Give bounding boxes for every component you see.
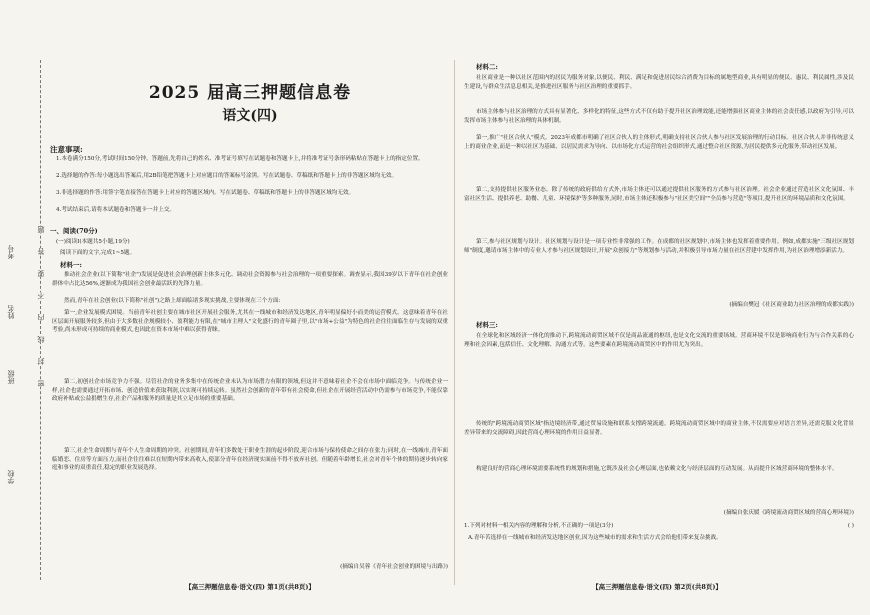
notice-heading: 注意事项: <box>50 145 83 154</box>
page-footer: 【高三押题信息卷·语文(四) 第2页(共8页)】 <box>592 583 722 591</box>
source-citation: (摘编自张庆媛《跨境流动商贸区域的营商心理环境》) <box>723 510 854 516</box>
page-footer: 【高三押题信息卷·语文(四) 第1页(共8页)】 <box>185 583 315 591</box>
paragraph: 社区商业是一种以社区范围内的居民为服务对象,以便民、利民、满足和促进居民综合消费为目标的属地型商业,具有明显的便民、惠民、利民属性,涉及民生建设,与群众生活息息相关,是推进社区服务与社区治理的重要抓手。 <box>464 75 854 90</box>
paragraph: 第一,企业发展模式困境。当前青年社创主要在城市社区开展社会服务,尤其在一线城市和经济发达地区,青年明显偏好小而美的运营模式。这意味着青年在社区层面开展服务较多,但由于大多数社企规模较小、盈利能力有限,在"城市主理人"文化盛行的青年圈子里,以"市场+公益"为特色的社企往往面临生存与发展的双重考验,尚未形成可持续的商业模式,也因此在资本市场中难以获得青睐。 <box>52 310 448 333</box>
page-2 <box>458 0 856 615</box>
paragraph: 构建良好的营商心理环境需要系统性的规划和措施,它既涉及社会心理层面,也依赖文化与经济层面的互动发展。从而提升区域营商环境的整体水平。 <box>476 466 838 472</box>
notice-item: 4.考试结束后,请将本试题卷和答题卡一并上交。 <box>56 207 175 213</box>
paragraph: 传统的"跨境流动商贸区域"指边境经济带,通过贸易设施和联系支撑跨境流通。跨境流动商贸区域中的商业主体,不仅需要应对语言差异,还需克服文化背景差异带来的交流障碍,因此营商心理环境的作用日益显著。 <box>464 421 854 436</box>
material-label: 材料三: <box>476 321 498 329</box>
paragraph: 第三,社企生命周期与青年个人生命周期的冲突。社创期间,青年们多数处于职业生涯的起步阶段,迎合市场与保持使命之间存在张力;同时,在一线城市,青年面临婚恋、住房等方面压力,而社企往往难以在短期内带来高收入,使部分青年在经济现实面前不得不放弃社创。但随着年龄增长,社会对青年个体的期待逐步转向家庭和事业的双重责任,稳定的职业发展选择。 <box>52 448 448 471</box>
notice-item: 2.选择题的作答:每小题选出答案后,用2B铅笔把答题卡上对应题目的答案标号涂黑。写在试题卷、草稿纸和答题卡上的非答题区域均无效。 <box>56 173 398 179</box>
field-school-label: 学校 <box>7 470 15 484</box>
seal-mark: 答 <box>37 248 45 255</box>
paragraph: 在全球化和区域经济一体化的推动下,跨境流动商贸区域不仅是商品流通的枢纽,也是文化交流的重要场域。营商环境不仅是影响商业行为与合作关系的心理和社会因素,包括信任、文化理解、沟通方式等。这些要素在跨境流动商贸区中的作用尤为突出。 <box>464 333 854 348</box>
seal-mark: 题 <box>37 226 45 233</box>
exam-subtitle: 语文(四) <box>222 108 278 124</box>
seal-mark: 封 <box>37 358 45 365</box>
answer-bracket: ( ) <box>847 523 854 529</box>
paragraph: 市场主体参与社区治理的方式具有显著化、多样化的特征,这些方式不仅有助于提升社区治理效能,还能增强社区商业主体的社会责任感,以政府为引导,可以发挥市场主体参与社区治理的具体机制。 <box>464 109 854 124</box>
paragraph: 第一,推广"社区合伙人"模式。2023年成都市明确了社区合伙人的主体形式,明确支持社区合伙人参与社区发展治理的行动目标。社区合伙人并非传统意义上的商业企业,而是一种以社区为基础、以居民需求为导向、以市场化方式运营的社会组织形式,通过整合社区资源,为居民提供多元化服务,带动社区发展。 <box>464 135 854 150</box>
seal-mark: 密 <box>37 380 45 387</box>
field-number-label: 考号 <box>7 245 15 259</box>
question-1: 1.下列对材料一相关内容的理解和分析,不正确的一项是(3分) <box>464 523 614 529</box>
option-a: A.青年苦选择在一线城市和经济发达地区创业,因为这些城市的需求和生活方式会给他们带来复杂挑战。 <box>468 535 722 541</box>
binding-strip <box>0 0 44 615</box>
paragraph: 第二,支持提供社区服务业态。除了传统的政府供给方式外,市场主体还可以通过提供社区服务的方式参与社区治理。社会企业通过营造社区文化氛围、丰富社区生活、提供养老、助餐、儿童、环境保护等多种服务,同时,市场主体还积极参与"社区美空间""全员参与营造"等项目,提升社区的环境品质和文化氛围。 <box>464 187 854 202</box>
paragraph: 第二,初创社企市场竞争力不强。尽管社企的业务多集中在传统企业未认为市场潜力有限的领域,但这并不意味着社企不会在市场中面临竞争。与传统企业一样,社企也需要通过开拓市场、创造价值来获取利润,以实现可持续运转。虽然社会创新的青年带有社会使命,但社企在开展经营活动中仍需参与市场竞争,不能仅靠政府补贴或公益捐赠生存,社企产品和服务的质量是其立足市场的重要基础。 <box>52 379 448 402</box>
paragraph: 然而,青年在社会创业(以下简称"社创")之路上却面临诸多现实挑战,主要体现在三个方面: <box>64 298 281 304</box>
exam-title: 2025 届高三押题信息卷 <box>148 83 352 103</box>
source-citation: (摘编自吴蓉《青年社会创业的困境与出路》) <box>340 564 448 570</box>
material-label: 材料一: <box>60 261 82 269</box>
source-citation: (摘编自樊冠《社区商业助力社区治理的成都实践》) <box>729 302 854 308</box>
seal-mark: 线 <box>37 336 45 343</box>
material-label: 材料二: <box>476 63 498 71</box>
notice-item: 1.本卷满分150分,考试时间150分钟。答题前,先将自己的姓名、准考证号填写在试题卷和答题卡上,并将准考证号条形码粘贴在答题卡上的指定位置。 <box>56 156 424 162</box>
paragraph: 第三,参与社区规划与设计。社区规划与设计是一项专业性非常强的工作。在成都的社区规划中,市场主体也发挥着重要作用。例如,成都实施"三级社区规划师"制度,邀请市场主体中的专业人才参与社区规划设计,开展"众创接力"等规划参与活动,并积极引导市场力量在社区营建中发挥作用,为社区治理增添新活力。 <box>464 239 854 254</box>
paragraph: 推动社会企业(以下简称"社企")发展是促进社会治理创新主体多元化、调动社会资源参与社会治理的一项重要探索。调查显示,我国39岁以下青年在社企创业群体中占比达56%,逐渐成为我国社会创业最活跃的先锋力量。 <box>52 272 448 287</box>
seal-mark: 内 <box>37 314 45 321</box>
notice-item: 3.非选择题的作答:用签字笔直接答在答题卡上对应的答题区域内。写在试题卷、草稿纸和答题卡上的非答题区域均无效。 <box>56 190 355 196</box>
page-1 <box>48 0 452 615</box>
instruction-text: 阅读下面的文字,完成1~5题。 <box>60 250 136 256</box>
page-divider <box>454 60 455 585</box>
field-class-label: 班级 <box>7 370 15 384</box>
section-heading: 一、阅读(70分) <box>50 227 98 235</box>
seal-mark: 不 <box>37 292 45 299</box>
field-name-label: 姓名 <box>7 305 15 319</box>
seal-mark: 要 <box>37 270 45 277</box>
subsection-heading: (一)阅读Ⅰ(本题共5小题,19分) <box>56 239 130 245</box>
